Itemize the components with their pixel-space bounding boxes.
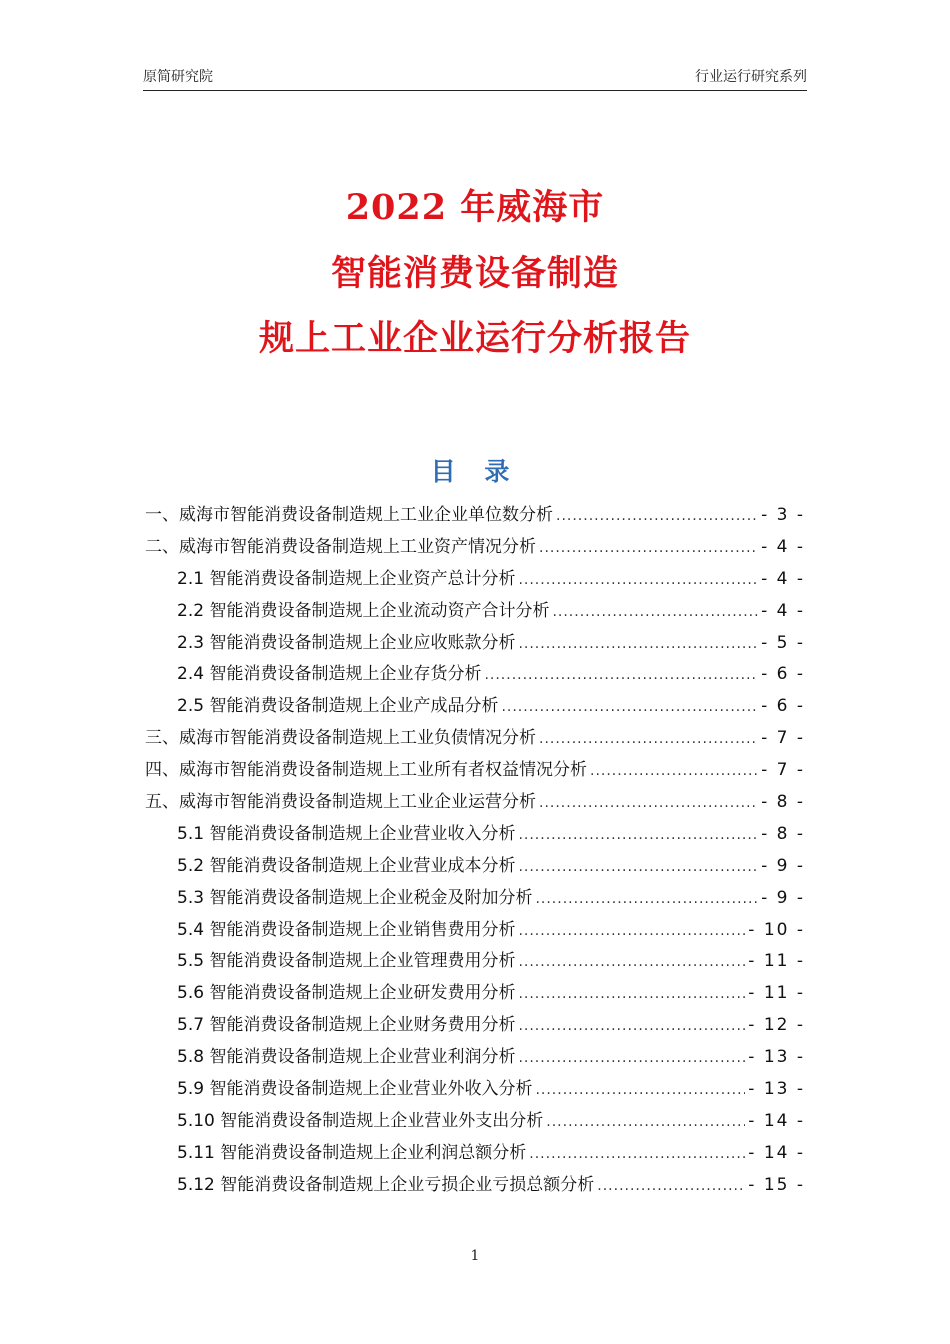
toc-entry-title: 一、威海市智能消费设备制造规上工业企业单位数分析	[145, 505, 553, 525]
report-title-line-2: 智能消费设备制造	[330, 254, 619, 294]
toc-entry[interactable]	[145, 532, 805, 564]
toc-entry-title: 2.3 智能消费设备制造规上企业应收账款分析	[177, 632, 516, 653]
toc-entry-page: - 10 -	[748, 919, 805, 940]
toc-entry-title: 二、威海市智能消费设备制造规上工业资产情况分析	[145, 536, 536, 557]
toc-dot-leader	[529, 1139, 745, 1171]
toc-dot-leader	[518, 916, 745, 948]
toc-dot-leader	[597, 1171, 745, 1203]
toc-entry-title: 5.11 智能消费设备制造规上企业利润总额分析	[177, 1142, 527, 1163]
header-org-name: 原简研究院	[143, 69, 213, 85]
toc-subentry[interactable]	[145, 1106, 805, 1138]
toc-subentry[interactable]	[145, 564, 805, 596]
toc-entry-title: 5.12 智能消费设备制造规上企业亏损企业亏损总额分析	[177, 1174, 595, 1195]
toc-entry-page: - 8 -	[761, 792, 805, 813]
toc-subentry[interactable]	[145, 596, 805, 628]
toc-entry-title: 5.10 智能消费设备制造规上企业营业外支出分析	[177, 1110, 544, 1131]
table-of-contents	[145, 500, 805, 1202]
toc-entry-title: 2.2 智能消费设备制造规上企业流动资产合计分析	[177, 600, 550, 621]
toc-subentry[interactable]	[145, 1170, 805, 1202]
toc-entry-page: - 9 -	[761, 855, 805, 876]
toc-subentry[interactable]	[145, 883, 805, 915]
toc-dot-leader	[552, 597, 758, 629]
toc-entry-page: - 11 -	[748, 951, 805, 972]
toc-entry-title: 5.7 智能消费设备制造规上企业财务费用分析	[177, 1015, 516, 1036]
toc-dot-leader	[518, 852, 758, 884]
toc-entry-title: 5.3 智能消费设备制造规上企业税金及附加分析	[177, 887, 533, 908]
toc-subentry[interactable]	[145, 1138, 805, 1170]
toc-entry-page: - 13 -	[748, 1079, 805, 1100]
toc-entry[interactable]	[145, 500, 805, 532]
toc-entry-page: - 6 -	[761, 664, 805, 685]
toc-entry-page: - 11 -	[748, 983, 805, 1004]
toc-subentry[interactable]	[145, 946, 805, 978]
toc-dot-leader	[501, 692, 758, 724]
toc-subentry[interactable]	[145, 915, 805, 947]
toc-entry-title: 5.2 智能消费设备制造规上企业营业成本分析	[177, 855, 516, 876]
toc-subentry[interactable]	[145, 1074, 805, 1106]
toc-entry-page: - 6 -	[761, 696, 805, 717]
toc-entry-page: - 4 -	[761, 568, 805, 589]
toc-dot-leader	[539, 788, 758, 820]
toc-entry-page: - 5 -	[761, 632, 805, 653]
toc-subentry[interactable]	[145, 628, 805, 660]
toc-subentry[interactable]	[145, 659, 805, 691]
toc-entry-title: 2.4 智能消费设备制造规上企业存货分析	[177, 664, 482, 685]
toc-dot-leader	[518, 1011, 745, 1043]
toc-dot-leader	[535, 1075, 745, 1107]
toc-dot-leader	[518, 1043, 745, 1075]
toc-entry-page: - 12 -	[748, 1015, 805, 1036]
toc-entry-page: - 9 -	[761, 887, 805, 908]
toc-dot-leader	[518, 979, 745, 1011]
toc-entry-title: 2.1 智能消费设备制造规上企业资产总计分析	[177, 568, 516, 589]
report-title-line-1: 2022 年威海市	[345, 187, 605, 228]
toc-entry[interactable]	[145, 723, 805, 755]
toc-subentry[interactable]	[145, 851, 805, 883]
toc-dot-leader	[556, 501, 758, 533]
toc-entry-title: 5.6 智能消费设备制造规上企业研发费用分析	[177, 983, 516, 1004]
toc-entry[interactable]	[145, 787, 805, 819]
toc-dot-leader	[539, 533, 758, 565]
report-title-line-3: 规上工业企业运行分析报告	[258, 319, 691, 359]
toc-entry-page: - 13 -	[748, 1047, 805, 1068]
toc-entry[interactable]	[145, 755, 805, 787]
toc-dot-leader	[518, 565, 758, 597]
toc-subentry[interactable]	[145, 691, 805, 723]
toc-heading: 目 录	[430, 457, 520, 486]
toc-dot-leader	[535, 884, 758, 916]
toc-entry-page: - 14 -	[748, 1110, 805, 1131]
toc-subentry[interactable]	[145, 978, 805, 1010]
header-series-name: 行业运行研究系列	[695, 69, 807, 85]
toc-entry-title: 5.4 智能消费设备制造规上企业销售费用分析	[177, 919, 516, 940]
toc-dot-leader	[546, 1107, 745, 1139]
toc-entry-page: - 15 -	[748, 1174, 805, 1195]
toc-entry-page: - 4 -	[761, 536, 805, 557]
toc-entry-title: 5.1 智能消费设备制造规上企业营业收入分析	[177, 823, 516, 844]
toc-entry-title: 五、威海市智能消费设备制造规上工业企业运营分析	[145, 792, 536, 813]
toc-entry-title: 四、威海市智能消费设备制造规上工业所有者权益情况分析	[145, 760, 587, 781]
toc-subentry[interactable]	[145, 1042, 805, 1074]
toc-subentry[interactable]	[145, 1010, 805, 1042]
toc-entry-title: 2.5 智能消费设备制造规上企业产成品分析	[177, 696, 499, 717]
toc-subentry[interactable]	[145, 819, 805, 851]
toc-entry-page: - 8 -	[761, 823, 805, 844]
toc-dot-leader	[518, 820, 758, 852]
toc-entry-page: - 7 -	[761, 728, 805, 749]
toc-dot-leader	[539, 724, 758, 756]
toc-entry-title: 5.9 智能消费设备制造规上企业营业外收入分析	[177, 1079, 533, 1100]
toc-dot-leader	[590, 756, 758, 788]
toc-dot-leader	[518, 947, 745, 979]
page-number: 1	[470, 1248, 480, 1264]
toc-dot-leader	[484, 660, 758, 692]
toc-entry-title: 三、威海市智能消费设备制造规上工业负债情况分析	[145, 728, 536, 749]
page-header	[143, 66, 807, 91]
toc-entry-title: 5.8 智能消费设备制造规上企业营业利润分析	[177, 1047, 516, 1068]
toc-dot-leader	[518, 629, 758, 661]
toc-entry-page: - 14 -	[748, 1142, 805, 1163]
toc-entry-page: - 7 -	[761, 760, 805, 781]
toc-entry-title: 5.5 智能消费设备制造规上企业管理费用分析	[177, 951, 516, 972]
toc-entry-page: - 3 -	[761, 505, 805, 525]
toc-entry-page: - 4 -	[761, 600, 805, 621]
